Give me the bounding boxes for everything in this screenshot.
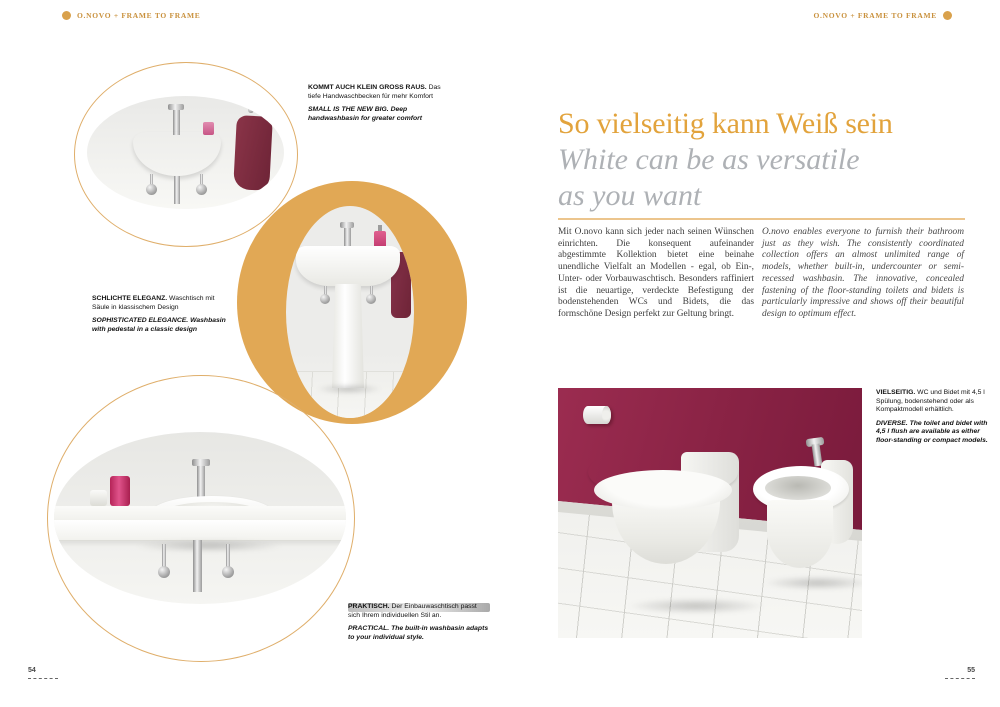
running-header-right [814, 11, 953, 20]
valve-stem [162, 544, 166, 568]
page-number-right-value: 55 [967, 667, 975, 674]
headline-english-line2: as you want [558, 179, 702, 212]
faucet-handle [340, 222, 354, 228]
bodytext-german: Mit O.novo kann sich jeder nach seinen Wünschen einrichten. Die konsequent aufeinander abgestimmte Kollektion bietet eine beinahe unendliche Vielfalt an Modellen - egal, ob Ein-, Unter- oder Vorbauwaschtisch. Besonders raffiniert ist die neuartige, verdeckte Befestigung der bodenstehenden WCs und Bidets, die das formschöne Design perfekt zur Geltung bringt. [558, 227, 754, 319]
page-number-left-value: 54 [28, 667, 36, 674]
angle-valve [366, 294, 376, 304]
toilet-paper-end [602, 406, 611, 424]
caption-lead-de: PRAKTISCH. [348, 603, 390, 610]
page-number-left [28, 667, 58, 679]
header-left-label: O.NOVO + FRAME TO FRAME [77, 11, 201, 20]
small-washbasin-photo [87, 96, 284, 209]
caption-lead-en: SOPHISTICATED ELEGANCE. [92, 317, 189, 325]
handwash-basin [133, 132, 221, 176]
caption-text-de: Der Einbauwaschtisch passt sich Ihrem individuellen Stil an. [348, 603, 477, 619]
wc-bidet-photo [558, 388, 862, 638]
caption-text-de: Waschtisch mit Säule in klassischem Design [92, 295, 215, 311]
countertop-surface [54, 506, 346, 520]
angle-valve [158, 566, 170, 578]
caption-lead-en: PRACTICAL. [348, 625, 390, 633]
caption-text-en: The toilet and bidet with 4,5 l flush are available as either floor-standing or compact models. [876, 419, 988, 444]
basin-pedestal [332, 284, 364, 388]
header-dot-icon [943, 11, 952, 20]
washbasin [296, 246, 400, 286]
faucet [197, 466, 205, 498]
headline-english-line1: White can be as versatile [558, 143, 860, 176]
angle-valve [320, 294, 330, 304]
wall-hung-bidet [753, 448, 862, 583]
caption-text-de: Das tiefe Handwaschbecken für mehr Komfort [308, 84, 441, 100]
bodytext-english: O.novo enables everyone to furnish their bathroom just as they wish. The consistently coordinated collection offers an almost unlimited range of models, whether built-in, undercounter or semi-recessed washbasin. The innovative, concealed fastening of the floor-standing toilets and bidets is particularly impressive and shows off their beautiful design to optimum effect. [762, 227, 964, 319]
pedestal-washbasin-photo [286, 206, 414, 418]
builtin-washbasin-photo [54, 432, 346, 604]
bidet-bowl [765, 476, 831, 500]
caption-text-en: Deep handwashbasin for greater comfort [308, 106, 423, 122]
caption-wc-bidet [876, 389, 989, 451]
countertop-edge [54, 520, 346, 541]
caption-lead-en: DIVERSE. [876, 419, 908, 427]
caption-lead-de: KOMMT AUCH KLEIN GROSS RAUS. [308, 84, 427, 91]
angle-valve [196, 184, 207, 195]
faucet-handle [168, 104, 184, 110]
caption-lead-de: VIELSEITIG. [876, 389, 916, 396]
pink-cup [203, 122, 214, 135]
bidet-base [767, 500, 833, 568]
floor-shadow [763, 576, 862, 590]
running-header-left [62, 11, 201, 20]
toilet-seat [594, 470, 732, 510]
under-counter-shadow [134, 540, 284, 552]
header-right-label: O.NOVO + FRAME TO FRAME [813, 11, 937, 20]
drain-pipe [193, 540, 202, 592]
caption-small-basin [308, 84, 453, 128]
towel-hook [248, 107, 254, 113]
floor-shadow [626, 598, 766, 614]
floor-shadow [316, 384, 382, 394]
caption-pedestal-basin [92, 295, 230, 339]
caption-text-en: The built-in washbasin adapts to your individual style. [348, 625, 489, 641]
page-number-dashes [945, 678, 975, 679]
caption-lead-en: SMALL IS THE NEW BIG. [308, 106, 389, 114]
pink-bottle [110, 476, 130, 506]
drain-pipe [174, 176, 180, 204]
caption-text-de: WC und Bidet mit 4,5 l Spülung, bodenstehend oder als Kompaktmodell erhältlich. [876, 389, 985, 414]
faucet-handle [192, 459, 210, 466]
headline-block [558, 106, 988, 214]
headline-german: So vielseitig kann Weiß sein [558, 107, 893, 140]
wall-hung-toilet [586, 430, 751, 570]
cosmetic-jar [90, 490, 107, 506]
caption-lead-de: SCHLICHTE ELEGANZ. [92, 295, 168, 302]
caption-text-en: Washbasin with pedestal in a classic design [92, 317, 226, 333]
page-number-right [945, 667, 975, 679]
towel [233, 115, 273, 191]
header-dot-icon [62, 11, 71, 20]
angle-valve [146, 184, 157, 195]
angle-valve [222, 566, 234, 578]
valve-stem [226, 544, 230, 568]
page-number-dashes [28, 678, 58, 679]
caption-builtin-basin [348, 603, 490, 641]
headline-rule [558, 218, 965, 220]
